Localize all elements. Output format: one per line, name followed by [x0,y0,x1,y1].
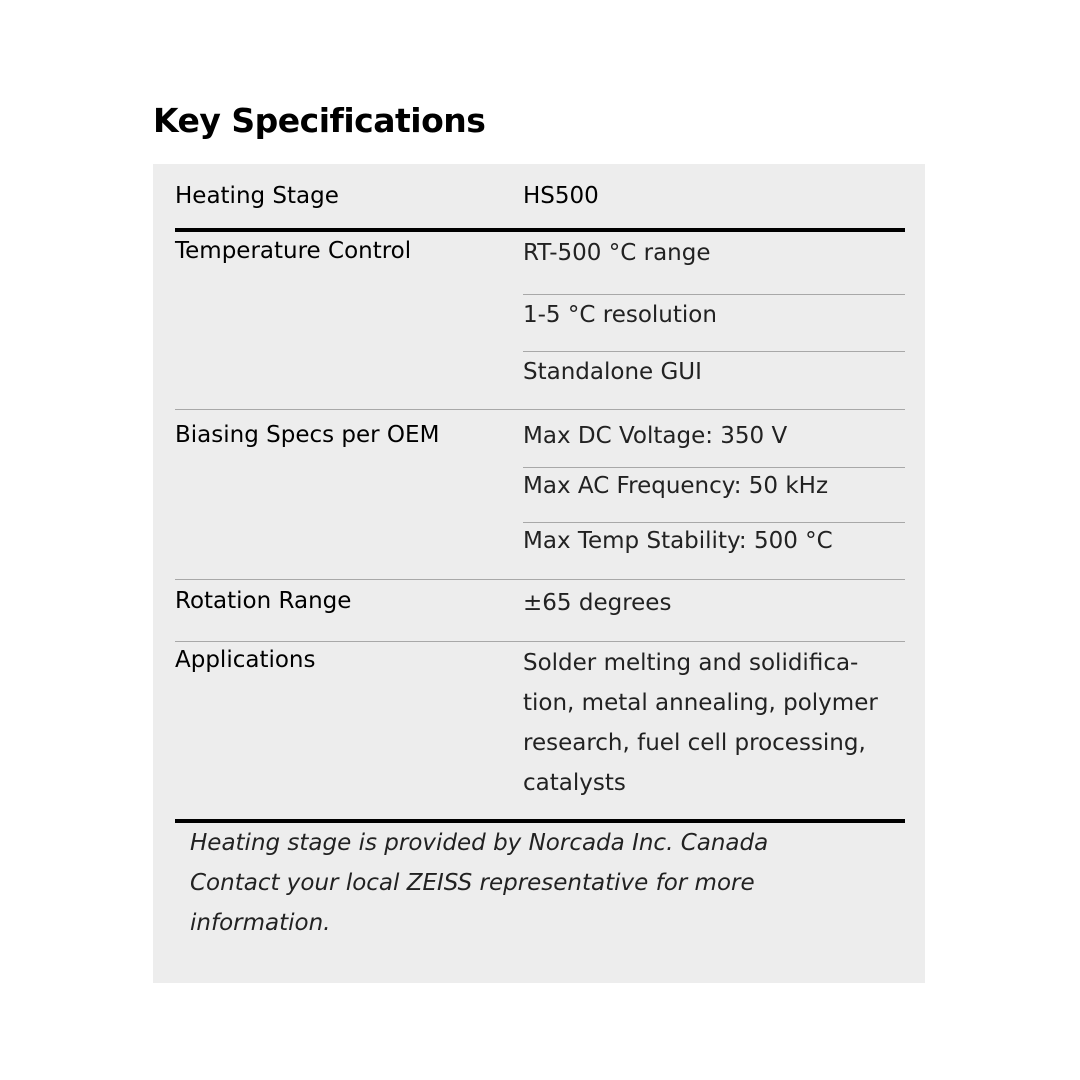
row-value: Standalone GUI [523,359,702,385]
row-value: ±65 degrees [523,590,672,616]
row-label-applications: Applications [175,647,316,673]
footnote-line: Contact your local ZEISS representative for more [190,870,755,896]
row-value: Solder melting and solidifica- [523,650,859,676]
footnote [190,823,890,943]
row-divider [175,409,905,410]
row-label-biasing-specs: Biasing Specs per OEM [175,422,440,448]
footnote-line: Heating stage is provided by Norcada Inc. Canada [190,830,769,856]
row-label-temperature-control: Temperature Control [175,238,412,264]
row-divider [175,641,905,642]
header-label: Heating Stage [175,183,339,209]
page-title: Key Specifications [153,101,486,140]
specifications-table [153,164,925,983]
row-value: tion, metal annealing, polymer [523,690,878,716]
header-value: HS500 [523,183,599,209]
footnote-line: information. [190,910,331,936]
row-value: research, fuel cell processing, [523,730,866,756]
row-value: Max Temp Stability: 500 °C [523,528,833,554]
row-value: Max DC Voltage: 350 V [523,423,788,449]
row-value: Max AC Frequency: 50 kHz [523,473,829,499]
row-divider [175,579,905,580]
row-value: RT-500 °C range [523,240,711,266]
row-label-rotation-range: Rotation Range [175,588,352,614]
row-value: 1-5 °C resolution [523,302,717,328]
row-value: catalysts [523,770,626,796]
header-rule [175,228,905,232]
